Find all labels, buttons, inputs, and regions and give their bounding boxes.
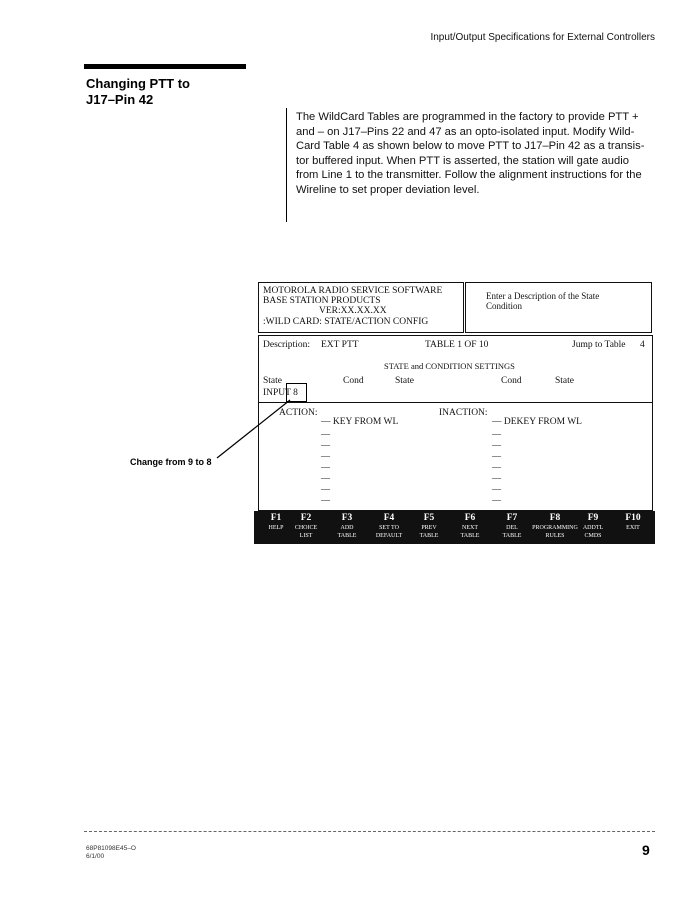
body-line: tor buffered input. When PTT is asserted, the station will gate audio bbox=[296, 154, 629, 167]
jump-label: Jump to Table bbox=[572, 340, 626, 350]
body-line: The WildCard Tables are programmed in the factory to provide PTT + bbox=[296, 111, 639, 123]
action-item[interactable]: — KEY FROM WL bbox=[321, 417, 399, 427]
action-label: ACTION: bbox=[279, 408, 318, 418]
jump-field[interactable]: 4 bbox=[640, 340, 645, 350]
document-date: 6/1/00 bbox=[86, 853, 105, 860]
document-code: 68P81098E45–O bbox=[86, 845, 136, 852]
input-state-field[interactable]: INPUT 8 bbox=[263, 388, 298, 398]
section-title-line2: J17–Pin 42 bbox=[86, 92, 154, 107]
running-header: Input/Output Specifications for External Controllers bbox=[430, 32, 655, 43]
f6-next-table-key[interactable]: F6 NEXT TABLE bbox=[460, 513, 480, 539]
body-line: Card Table 4 as shown below to move PTT to J17–Pin 42 as a transis- bbox=[296, 140, 645, 153]
settings-title: STATE and CONDITION SETTINGS bbox=[384, 361, 515, 371]
action-blank-slot[interactable]: — bbox=[321, 451, 330, 461]
f3-add-table-key[interactable]: F3 ADD TABLE bbox=[337, 513, 357, 539]
header-line: BASE STATION PRODUCTS bbox=[263, 296, 381, 306]
col-state: State bbox=[263, 376, 282, 386]
body-line: Wireline to set proper deviation level. bbox=[296, 183, 480, 196]
f8-programming-rules-key[interactable]: F8 PROGRAMMING RULES bbox=[532, 513, 578, 539]
page-number: 9 bbox=[642, 842, 650, 858]
table-indicator: TABLE 1 OF 10 bbox=[425, 340, 489, 350]
f7-del-table-key[interactable]: F7 DEL TABLE bbox=[502, 513, 522, 539]
body-line: and – on J17–Pins 22 and 47 as an opto-isolated input. Modify Wild- bbox=[296, 125, 635, 138]
inaction-label: INACTION: bbox=[439, 408, 488, 418]
col-cond: Cond bbox=[343, 376, 364, 386]
header-line: :WILD CARD: STATE/ACTION CONFIG bbox=[263, 317, 429, 327]
body-line: from Line 1 to the transmitter. Follow the alignment instructions for the bbox=[296, 169, 642, 182]
footer-info bbox=[86, 845, 136, 861]
action-blank-slot[interactable]: — bbox=[321, 495, 330, 505]
inaction-blank-slot[interactable]: — bbox=[492, 484, 501, 494]
description-label: Description: bbox=[263, 340, 310, 350]
footer-rule bbox=[84, 831, 655, 832]
f10-exit-key[interactable]: F10 EXIT bbox=[625, 513, 641, 531]
action-blank-slot[interactable]: — bbox=[321, 429, 330, 439]
col-state: State bbox=[555, 376, 574, 386]
header-line: MOTOROLA RADIO SERVICE SOFTWARE bbox=[263, 286, 443, 296]
inaction-blank-slot[interactable]: — bbox=[492, 495, 501, 505]
inaction-item[interactable]: — DEKEY FROM WL bbox=[492, 417, 582, 427]
col-state: State bbox=[395, 376, 414, 386]
f9-addtl-cmds-key[interactable]: F9 ADDTL CMDS bbox=[582, 513, 604, 539]
col-cond: Cond bbox=[501, 376, 522, 386]
prompt-line: Enter a Description of the State bbox=[486, 291, 600, 301]
callout-note: Change from 9 to 8 bbox=[130, 457, 212, 467]
action-blank-slot[interactable]: — bbox=[321, 462, 330, 472]
f4-set-default-key[interactable]: F4 SET TO DEFAULT bbox=[375, 513, 403, 539]
prompt-line: Condition bbox=[486, 301, 523, 311]
version-line: VER:XX.XX.XX bbox=[319, 306, 387, 316]
description-field[interactable]: EXT PTT bbox=[321, 340, 359, 350]
section-title-line1: Changing PTT to bbox=[86, 76, 190, 91]
inaction-blank-slot[interactable]: — bbox=[492, 462, 501, 472]
inaction-blank-slot[interactable]: — bbox=[492, 429, 501, 439]
f2-choice-list-key[interactable]: F2 CHOICE LIST bbox=[294, 513, 318, 539]
inaction-blank-slot[interactable]: — bbox=[492, 473, 501, 483]
f5-prev-table-key[interactable]: F5 PREV TABLE bbox=[419, 513, 439, 539]
inaction-blank-slot[interactable]: — bbox=[492, 440, 501, 450]
action-blank-slot[interactable]: — bbox=[321, 440, 330, 450]
f1-help-key[interactable]: F1 HELP bbox=[268, 513, 284, 531]
action-blank-slot[interactable]: — bbox=[321, 473, 330, 483]
action-blank-slot[interactable]: — bbox=[321, 484, 330, 494]
inaction-blank-slot[interactable]: — bbox=[492, 451, 501, 461]
